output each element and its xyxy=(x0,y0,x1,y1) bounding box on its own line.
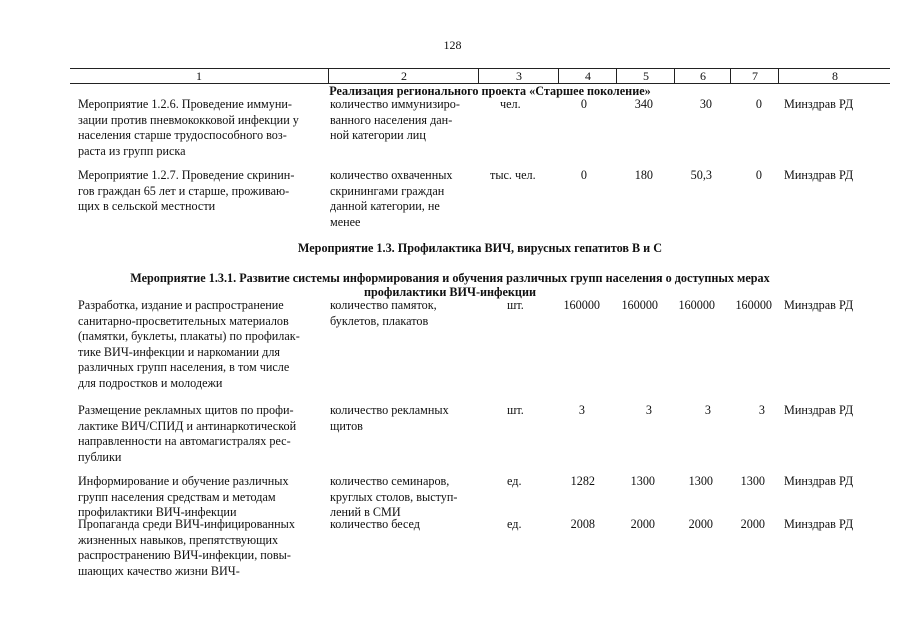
event-text: Мероприятие 1.2.6. Проведение иммуни- зации против пневмококковой инфекции у населения старше трудоспособного воз- раста из групп риска xyxy=(78,97,299,158)
value-cell: 160000 xyxy=(735,298,772,312)
unit-cell: тыс. чел. xyxy=(490,168,536,182)
unit-cell: шт. xyxy=(507,403,524,417)
indicator-text: количество памяток, буклетов, плакатов xyxy=(330,298,437,328)
value-cell: 0 xyxy=(580,97,587,111)
section-project-title: Реализация регионального проекта «Старшее поколение» xyxy=(329,84,651,98)
value-cell: 2000 xyxy=(688,517,713,531)
value-cell: 1300 xyxy=(688,474,713,488)
unit-cell: чел. xyxy=(500,97,521,111)
table-header-row xyxy=(70,68,890,84)
executor-cell: Минздрав РД xyxy=(784,474,854,488)
header-col-5: 5 xyxy=(616,69,675,83)
value-cell: 50,3 xyxy=(690,168,712,182)
executor-cell: Минздрав РД xyxy=(784,97,854,111)
value-cell: 0 xyxy=(755,97,762,111)
event-text: Разработка, издание и распространение санитарно-просветительных материалов (памятки, буклеты, плакаты) по профилак- тике ВИЧ-инфекции и наркомании для различных групп населения, в том числе для подростков и молодежи xyxy=(78,298,300,390)
header-col-6: 6 xyxy=(674,69,731,83)
value-cell: 160000 xyxy=(678,298,715,312)
event-text: Пропаганда среди ВИЧ-инфицированных жизненных навыков, препятствующих распространению ВИЧ-инфекции, повы- шающих качество жизни ВИЧ- xyxy=(78,517,295,578)
executor-cell: Минздрав РД xyxy=(784,168,854,182)
value-cell: 3 xyxy=(758,403,765,417)
executor-cell: Минздрав РД xyxy=(784,298,854,312)
indicator-text: количество семинаров, круглых столов, выступ- лений в СМИ xyxy=(330,474,458,519)
unit-cell: ед. xyxy=(507,474,522,488)
section-1-3-1-title-line2: профилактики ВИЧ-инфекции xyxy=(364,285,536,299)
value-cell: 1300 xyxy=(630,474,655,488)
executor-cell: Минздрав РД xyxy=(784,403,854,417)
header-col-1: 1 xyxy=(196,69,202,83)
page-number: 128 xyxy=(443,38,462,52)
value-cell: 2000 xyxy=(630,517,655,531)
value-cell: 340 xyxy=(634,97,653,111)
value-cell: 1282 xyxy=(570,474,595,488)
indicator-text: количество охваченных скринингами граждан данной категории, не менее xyxy=(330,168,453,229)
value-cell: 3 xyxy=(578,403,585,417)
value-cell: 3 xyxy=(704,403,711,417)
value-cell: 0 xyxy=(580,168,587,182)
unit-cell: шт. xyxy=(507,298,524,312)
value-cell: 160000 xyxy=(621,298,658,312)
value-cell: 2000 xyxy=(740,517,765,531)
value-cell: 0 xyxy=(755,168,762,182)
unit-cell: ед. xyxy=(507,517,522,531)
value-cell: 30 xyxy=(699,97,712,111)
value-cell: 3 xyxy=(645,403,652,417)
header-col-8: 8 xyxy=(778,69,891,83)
event-text: Мероприятие 1.2.7. Проведение скринин- гов граждан 65 лет и старше, проживаю- щих в сельской местности xyxy=(78,168,295,213)
indicator-text: количество иммунизиро- ванного населения дан- ной категории лиц xyxy=(330,97,460,142)
header-col-7: 7 xyxy=(730,69,779,83)
indicator-text: количество бесед xyxy=(330,517,420,531)
section-1-3-title: Мероприятие 1.3. Профилактика ВИЧ, вирусных гепатитов В и С xyxy=(297,241,663,255)
header-col-4: 4 xyxy=(558,69,617,83)
executor-cell: Минздрав РД xyxy=(784,517,854,531)
value-cell: 1300 xyxy=(740,474,765,488)
event-text: Размещение рекламных щитов по профи- лактике ВИЧ/СПИД и антинаркотической направленности на автомагистралях рес- публики xyxy=(78,403,297,464)
value-cell: 2008 xyxy=(570,517,595,531)
section-1-3-1-title-line1: Мероприятие 1.3.1. Развитие системы информирования и обучения различных групп населения о доступных мерах xyxy=(130,271,770,285)
header-col-3: 3 xyxy=(478,69,559,83)
value-cell: 180 xyxy=(634,168,653,182)
value-cell: 160000 xyxy=(563,298,600,312)
indicator-text: количество рекламных щитов xyxy=(330,403,449,433)
event-text: Информирование и обучение различных групп населения средствам и методам профилактики ВИЧ-инфекции xyxy=(78,474,289,519)
header-col-2: 2 xyxy=(328,69,479,83)
